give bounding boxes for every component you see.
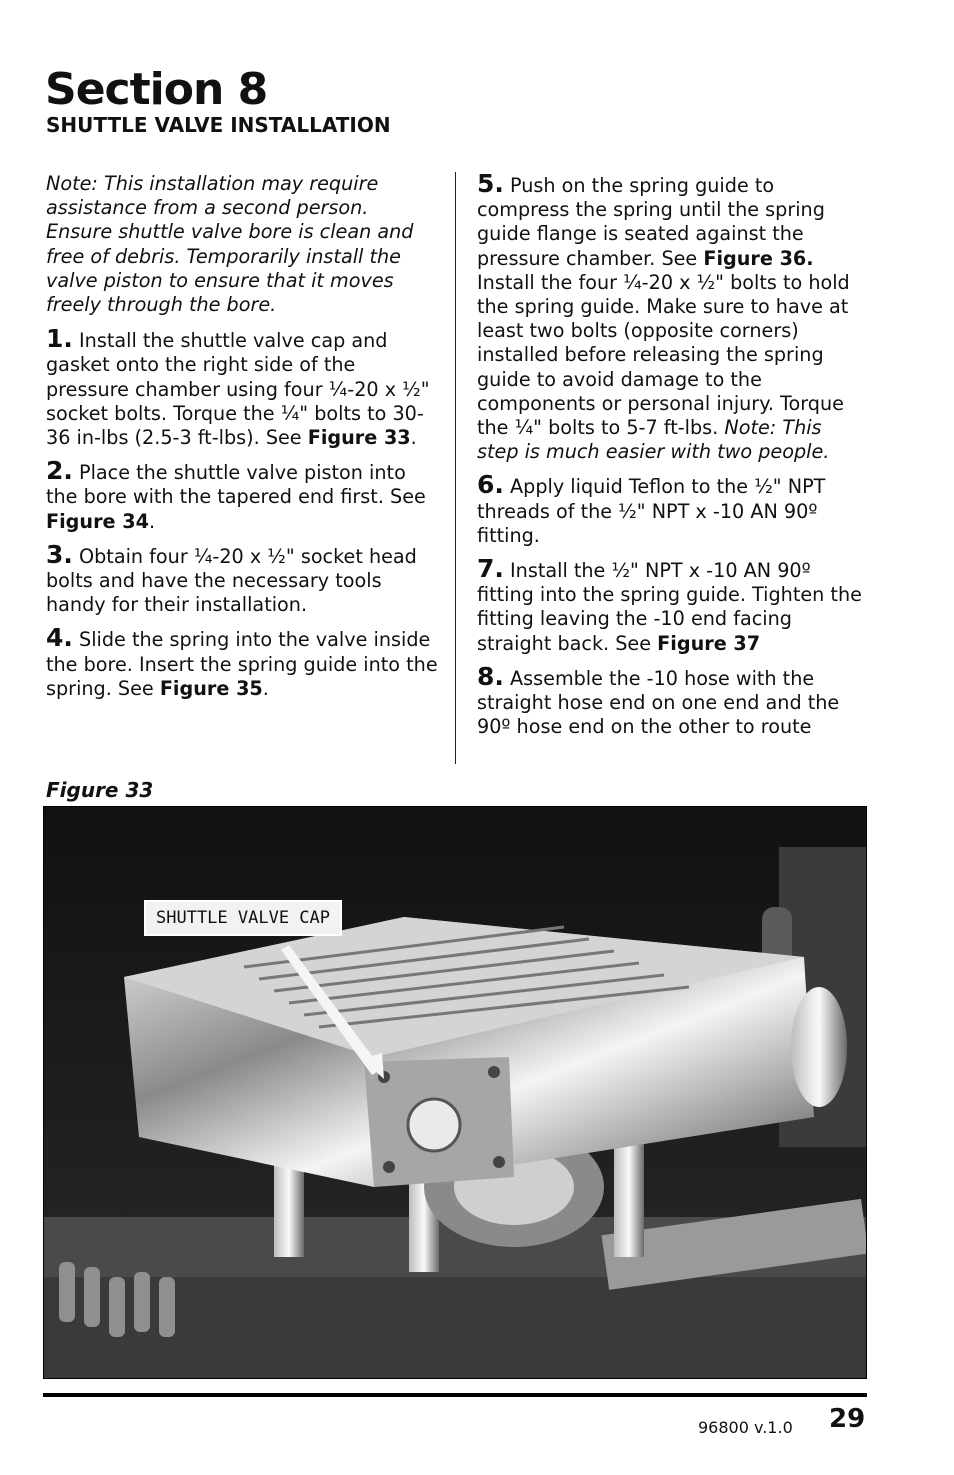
right-column bbox=[477, 169, 869, 748]
figure-reference: Figure 34 bbox=[46, 509, 149, 533]
step-text-tail: Install the four ¼-20 x ½" bolts to hold the spring guide. Make sure to have at least two bolts (opposite corners) installed before releasing the spring guide to avoid damage to the components or personal injury. Torque the ¼" bolts to 5-7 ft-lbs. bbox=[477, 270, 850, 440]
step-1 bbox=[46, 324, 438, 450]
step-text: Apply liquid Teflon to the ½" NPT threads of the ½" NPT x -10 AN 90º fitting. bbox=[477, 475, 826, 547]
figure-reference: Figure 35 bbox=[159, 676, 263, 700]
step-text: Assemble the -10 hose with the straight hose end on one end and the 90º hose end on the other to route bbox=[477, 666, 840, 739]
step-text-tail: . bbox=[262, 676, 269, 700]
section-title: Section 8 bbox=[45, 64, 268, 115]
step-text: Install the ½" NPT x -10 AN 90º fitting into the spring guide. Tighten the fitting leaving the -10 end facing straight back. See bbox=[477, 559, 862, 655]
step-number: 2. bbox=[46, 456, 73, 486]
engine-photo-illustration bbox=[44, 807, 866, 1378]
step-number: 6. bbox=[477, 470, 504, 500]
step-text: Slide the spring into the valve inside the bore. Insert the spring guide into the spring. See bbox=[46, 628, 438, 700]
step-6 bbox=[477, 470, 869, 548]
step-3 bbox=[46, 539, 438, 618]
footer-rule bbox=[43, 1393, 867, 1397]
step-number: 5. bbox=[477, 169, 504, 198]
figure-reference: Figure 33 bbox=[307, 426, 411, 450]
step-text-tail: . bbox=[410, 426, 417, 450]
step-number: 3. bbox=[46, 539, 73, 569]
step-text: Place the shuttle valve piston into the bore with the tapered end first. See bbox=[46, 461, 426, 509]
figure-reference: Figure 36. bbox=[703, 246, 814, 270]
figure-33-photo bbox=[43, 806, 867, 1379]
step-note: Note: This step is much easier with two people. bbox=[477, 416, 830, 464]
column-divider bbox=[455, 172, 456, 764]
figure-caption: Figure 33 bbox=[46, 778, 154, 802]
installation-note: Note: This installation may require assistance from a second person. Ensure shuttle valve bore is clean and free of debris. Temporarily install the valve piston to ensure that it moves freely through the bore. bbox=[46, 172, 414, 317]
document-id: 96800 v.1.0 bbox=[698, 1418, 793, 1437]
step-4 bbox=[46, 623, 438, 701]
step-2 bbox=[46, 456, 438, 534]
step-7 bbox=[477, 554, 869, 656]
step-text: Install the shuttle valve cap and gasket onto the right side of the pressure chamber using four ¼-20 x ½" socket bolts. Torque the ¼" bolts to 30-36 in-lbs (2.5-3 ft-lbs). See bbox=[46, 329, 430, 450]
step-text: Obtain four ¼-20 x ½" socket head bolts and have the necessary tools handy for their installation. bbox=[46, 544, 417, 617]
left-column bbox=[46, 172, 438, 710]
step-number: 4. bbox=[46, 623, 73, 653]
figure-reference: Figure 37 bbox=[657, 631, 761, 655]
shuttle-valve-cap-callout: SHUTTLE VALVE CAP bbox=[144, 900, 342, 936]
step-text: Push on the spring guide to compress the spring until the spring guide flange is seated against the pressure chamber. See bbox=[477, 174, 825, 270]
step-number: 8. bbox=[477, 661, 504, 691]
step-8 bbox=[477, 661, 869, 740]
step-number: 7. bbox=[477, 554, 504, 584]
page-number: 29 bbox=[829, 1404, 866, 1434]
step-5 bbox=[477, 169, 869, 464]
section-subtitle: SHUTTLE VALVE INSTALLATION bbox=[46, 113, 391, 137]
step-number: 1. bbox=[46, 324, 73, 354]
step-text-tail: . bbox=[148, 509, 156, 533]
